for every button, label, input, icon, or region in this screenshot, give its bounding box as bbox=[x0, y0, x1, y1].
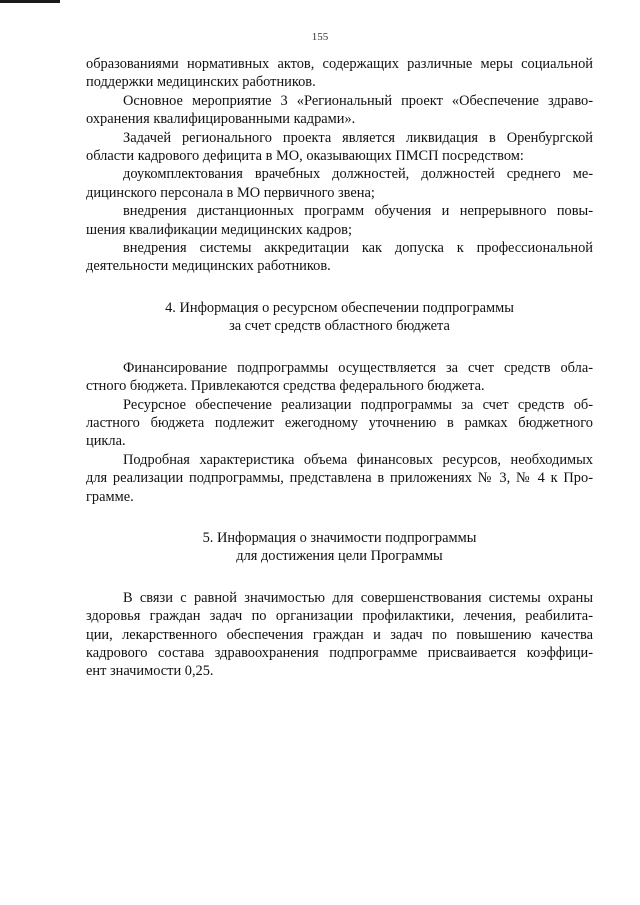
text-line: ластного бюджета подлежит ежегодному уточнению в рамках бюджетного bbox=[86, 414, 593, 431]
scan-edge-mark bbox=[0, 0, 60, 3]
text-line: ент значимости 0,25. bbox=[86, 663, 214, 680]
heading-line: за счет средств областного бюджета bbox=[229, 318, 450, 335]
text-line: образованиями нормативных актов, содержащих различные меры социальной bbox=[86, 56, 593, 72]
section-4-heading bbox=[86, 299, 593, 336]
text-line: В связи с равной значимостью для совершенствования системы охраны bbox=[123, 589, 593, 606]
text-line: охранения квалифицированными кадрами». bbox=[86, 111, 356, 128]
text-line: Ресурсное обеспечение реализации подпрограммы за счет средств об- bbox=[123, 396, 593, 413]
text-line: здоровья граждан задач по организации профилактики, лечения, реабилита- bbox=[86, 608, 593, 625]
text-line: внедрения системы аккредитации как допуска к профессиональной bbox=[123, 240, 593, 257]
text-line: для реализации подпрограммы, представлена в приложениях № 3, № 4 к Про- bbox=[86, 470, 593, 487]
text-line: области кадрового дефицита в МО, оказывающих ПМСП посредством: bbox=[86, 148, 524, 165]
text-line: грамме. bbox=[86, 488, 134, 505]
text-line: дицинского персонала в МО первичного звена; bbox=[86, 184, 375, 201]
text-line: доукомплектования врачебных должностей, должностей среднего ме- bbox=[123, 166, 593, 183]
text-line: Финансирование подпрограммы осуществляется за счет средств обла- bbox=[123, 359, 593, 376]
section-5-heading bbox=[86, 529, 593, 566]
text-line: Основное мероприятие 3 «Региональный проект «Обеспечение здраво- bbox=[123, 92, 593, 109]
heading-line: 4. Информация о ресурсном обеспечении подпрограммы bbox=[165, 299, 514, 316]
text-line: шения квалификации медицинских кадров; bbox=[86, 221, 352, 238]
document-body bbox=[86, 55, 593, 681]
text-line: деятельности медицинских работников. bbox=[86, 258, 331, 275]
heading-line: для достижения цели Программы bbox=[236, 548, 443, 565]
text-line: Задачей регионального проекта является ликвидация в Оренбургской bbox=[123, 129, 593, 146]
text-line: ции, лекарственного обеспечения граждан и задач по повышению качества bbox=[86, 626, 593, 643]
text-line: поддержки медицинских работников. bbox=[86, 74, 316, 91]
text-line: внедрения дистанционных программ обучения и непрерывного повы- bbox=[123, 203, 593, 220]
text-line: Подробная характеристика объема финансовых ресурсов, необходимых bbox=[123, 451, 593, 468]
text-line: цикла. bbox=[86, 433, 126, 450]
text-line: стного бюджета. Привлекаются средства федерального бюджета. bbox=[86, 378, 485, 395]
heading-line: 5. Информация о значимости подпрограммы bbox=[202, 529, 477, 546]
page-number: 155 bbox=[311, 31, 329, 43]
text-line: кадрового состава здравоохранения подпрограмме присваивается коэффици- bbox=[86, 644, 593, 661]
